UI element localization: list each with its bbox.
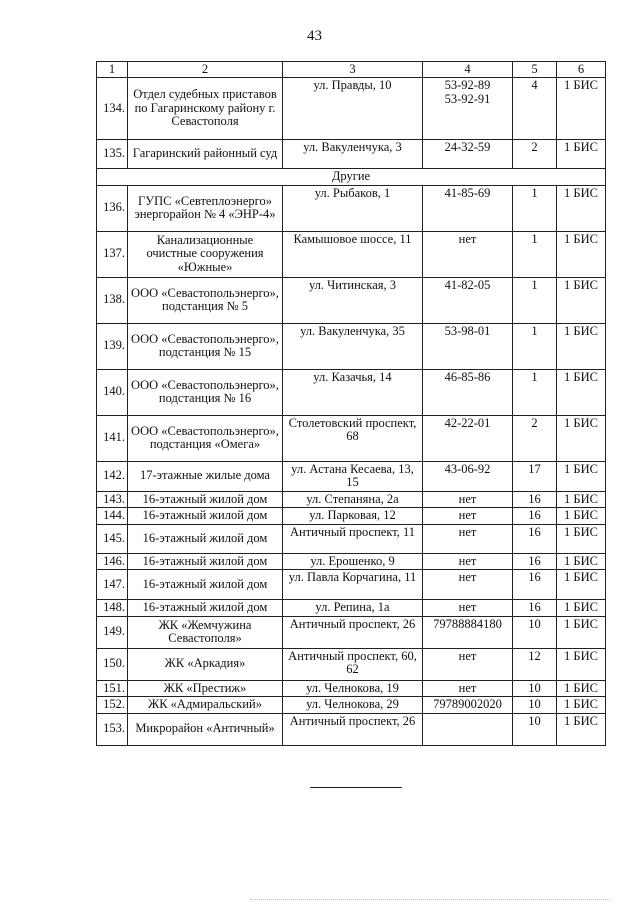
table-row xyxy=(97,553,606,570)
row-organization-name: Микрорайон «Античный» xyxy=(128,713,283,745)
row-phone: нет xyxy=(423,524,513,553)
row-organization-name: Канализационные очистные сооружения «Южные» xyxy=(128,231,283,277)
row-phone: 79788884180 xyxy=(423,616,513,648)
row-quantity: 16 xyxy=(513,508,557,525)
row-quantity: 2 xyxy=(513,415,557,461)
row-quantity: 1 xyxy=(513,231,557,277)
row-number: 149. xyxy=(97,616,128,648)
table-row xyxy=(97,78,606,140)
row-number: 150. xyxy=(97,648,128,680)
table-row xyxy=(97,600,606,617)
row-address: ул. Репина, 1а xyxy=(283,600,423,617)
row-category: 1 БИС xyxy=(557,508,606,525)
row-number: 138. xyxy=(97,277,128,323)
row-organization-name: Гагаринский районный суд xyxy=(128,140,283,169)
row-address: ул. Ерошенко, 9 xyxy=(283,553,423,570)
table-row xyxy=(97,185,606,231)
row-address: ул. Павла Корчагина, 11 xyxy=(283,570,423,600)
row-organization-name: ГУПС «Севтеплоэнерго» энергорайон № 4 «ЭНР-4» xyxy=(128,185,283,231)
row-number: 141. xyxy=(97,415,128,461)
row-number: 153. xyxy=(97,713,128,745)
row-organization-name: ООО «Севастопольэнерго», подстанция № 5 xyxy=(128,277,283,323)
row-category: 1 БИС xyxy=(557,185,606,231)
row-category: 1 БИС xyxy=(557,524,606,553)
row-phone: 42-22-01 xyxy=(423,415,513,461)
row-quantity: 10 xyxy=(513,680,557,697)
row-address: ул. Парковая, 12 xyxy=(283,508,423,525)
row-address: ул. Челнокова, 19 xyxy=(283,680,423,697)
row-phone: нет xyxy=(423,491,513,508)
table-row xyxy=(97,491,606,508)
row-phone: 41-85-69 xyxy=(423,185,513,231)
row-phone: 24-32-59 xyxy=(423,140,513,169)
row-quantity: 10 xyxy=(513,713,557,745)
table-row xyxy=(97,524,606,553)
row-quantity: 16 xyxy=(513,553,557,570)
row-address: ул. Вакуленчука, 35 xyxy=(283,323,423,369)
row-phone: нет xyxy=(423,680,513,697)
table-row xyxy=(97,508,606,525)
row-number: 137. xyxy=(97,231,128,277)
row-phone: нет xyxy=(423,570,513,600)
row-number: 147. xyxy=(97,570,128,600)
row-category: 1 БИС xyxy=(557,648,606,680)
row-organization-name: ООО «Севастопольэнерго», подстанция № 16 xyxy=(128,369,283,415)
row-organization-name: 16-этажный жилой дом xyxy=(128,508,283,525)
row-address: Античный проспект, 60, 62 xyxy=(283,648,423,680)
row-category: 1 БИС xyxy=(557,600,606,617)
table-row xyxy=(97,570,606,600)
row-address: Камышовое шоссе, 11 xyxy=(283,231,423,277)
row-quantity: 16 xyxy=(513,570,557,600)
column-header: 3 xyxy=(283,62,423,78)
row-address: Античный проспект, 26 xyxy=(283,713,423,745)
row-address: ул. Правды, 10 xyxy=(283,78,423,140)
table-row xyxy=(97,616,606,648)
row-organization-name: ЖК «Престиж» xyxy=(128,680,283,697)
row-address: ул. Астана Кесаева, 13, 15 xyxy=(283,461,423,491)
row-quantity: 1 xyxy=(513,369,557,415)
footer-rule xyxy=(310,787,402,788)
row-organization-name: ООО «Севастопольэнерго», подстанция «Омега» xyxy=(128,415,283,461)
section-label: Другие xyxy=(97,169,606,186)
row-category: 1 БИС xyxy=(557,680,606,697)
row-quantity: 1 xyxy=(513,277,557,323)
column-header: 1 xyxy=(97,62,128,78)
row-number: 144. xyxy=(97,508,128,525)
row-category: 1 БИС xyxy=(557,140,606,169)
row-number: 139. xyxy=(97,323,128,369)
row-organization-name: 16-этажный жилой дом xyxy=(128,600,283,617)
row-number: 152. xyxy=(97,697,128,714)
row-number: 140. xyxy=(97,369,128,415)
row-quantity: 1 xyxy=(513,323,557,369)
row-quantity: 12 xyxy=(513,648,557,680)
table-row xyxy=(97,713,606,745)
row-number: 143. xyxy=(97,491,128,508)
row-number: 145. xyxy=(97,524,128,553)
table-header-row xyxy=(97,62,606,78)
row-quantity: 17 xyxy=(513,461,557,491)
row-quantity: 10 xyxy=(513,697,557,714)
row-address: ул. Степаняна, 2а xyxy=(283,491,423,508)
row-quantity: 16 xyxy=(513,524,557,553)
row-number: 135. xyxy=(97,140,128,169)
column-header: 5 xyxy=(513,62,557,78)
row-number: 136. xyxy=(97,185,128,231)
row-quantity: 4 xyxy=(513,78,557,140)
row-category: 1 БИС xyxy=(557,369,606,415)
data-table xyxy=(96,61,606,746)
row-address: Столетовский проспект, 68 xyxy=(283,415,423,461)
row-organization-name: ООО «Севастопольэнерго», подстанция № 15 xyxy=(128,323,283,369)
column-header: 2 xyxy=(128,62,283,78)
row-category: 1 БИС xyxy=(557,553,606,570)
row-address: ул. Читинская, 3 xyxy=(283,277,423,323)
row-number: 148. xyxy=(97,600,128,617)
row-organization-name: 17-этажные жилые дома xyxy=(128,461,283,491)
table-row xyxy=(97,323,606,369)
row-address: Античный проспект, 26 xyxy=(283,616,423,648)
row-quantity: 16 xyxy=(513,491,557,508)
row-quantity: 1 xyxy=(513,185,557,231)
row-phone: 43-06-92 xyxy=(423,461,513,491)
row-phone: нет xyxy=(423,231,513,277)
table-body xyxy=(97,62,606,746)
row-category: 1 БИС xyxy=(557,323,606,369)
row-category: 1 БИС xyxy=(557,570,606,600)
row-organization-name: 16-этажный жилой дом xyxy=(128,553,283,570)
table-row xyxy=(97,231,606,277)
row-phone: нет xyxy=(423,508,513,525)
table-row xyxy=(97,697,606,714)
row-address: ул. Вакуленчука, 3 xyxy=(283,140,423,169)
row-organization-name: ЖК «Жемчужина Севастополя» xyxy=(128,616,283,648)
page-number: 43 xyxy=(307,28,322,44)
row-address: ул. Челнокова, 29 xyxy=(283,697,423,714)
row-organization-name: ЖК «Аркадия» xyxy=(128,648,283,680)
row-number: 146. xyxy=(97,553,128,570)
row-category: 1 БИС xyxy=(557,616,606,648)
row-phone: 53-92-89 53-92-91 xyxy=(423,78,513,140)
row-phone: 46-85-86 xyxy=(423,369,513,415)
row-number: 134. xyxy=(97,78,128,140)
row-address: Античный проспект, 11 xyxy=(283,524,423,553)
row-category: 1 БИС xyxy=(557,713,606,745)
row-quantity: 2 xyxy=(513,140,557,169)
row-category: 1 БИС xyxy=(557,461,606,491)
table-row xyxy=(97,277,606,323)
row-organization-name: 16-этажный жилой дом xyxy=(128,570,283,600)
row-organization-name: 16-этажный жилой дом xyxy=(128,524,283,553)
table-row xyxy=(97,680,606,697)
column-header: 4 xyxy=(423,62,513,78)
row-organization-name: 16-этажный жилой дом xyxy=(128,491,283,508)
row-phone: 79789002020 xyxy=(423,697,513,714)
row-number: 151. xyxy=(97,680,128,697)
row-category: 1 БИС xyxy=(557,491,606,508)
row-phone: нет xyxy=(423,553,513,570)
row-phone: 41-82-05 xyxy=(423,277,513,323)
row-address: ул. Рыбаков, 1 xyxy=(283,185,423,231)
table-row xyxy=(97,415,606,461)
column-header: 6 xyxy=(557,62,606,78)
row-number: 142. xyxy=(97,461,128,491)
row-phone: нет xyxy=(423,600,513,617)
row-category: 1 БИС xyxy=(557,697,606,714)
row-address: ул. Казачья, 14 xyxy=(283,369,423,415)
row-quantity: 10 xyxy=(513,616,557,648)
row-organization-name: ЖК «Адмиральский» xyxy=(128,697,283,714)
table-row xyxy=(97,369,606,415)
row-category: 1 БИС xyxy=(557,231,606,277)
row-quantity: 16 xyxy=(513,600,557,617)
row-category: 1 БИС xyxy=(557,78,606,140)
scan-edge-artifact xyxy=(250,899,610,900)
row-phone xyxy=(423,713,513,745)
table-row xyxy=(97,140,606,169)
row-category: 1 БИС xyxy=(557,277,606,323)
row-phone: нет xyxy=(423,648,513,680)
table-row xyxy=(97,648,606,680)
row-phone: 53-98-01 xyxy=(423,323,513,369)
table-row xyxy=(97,461,606,491)
row-organization-name: Отдел судебных приставов по Гагаринскому району г. Севастополя xyxy=(128,78,283,140)
row-category: 1 БИС xyxy=(557,415,606,461)
section-row xyxy=(97,169,606,186)
